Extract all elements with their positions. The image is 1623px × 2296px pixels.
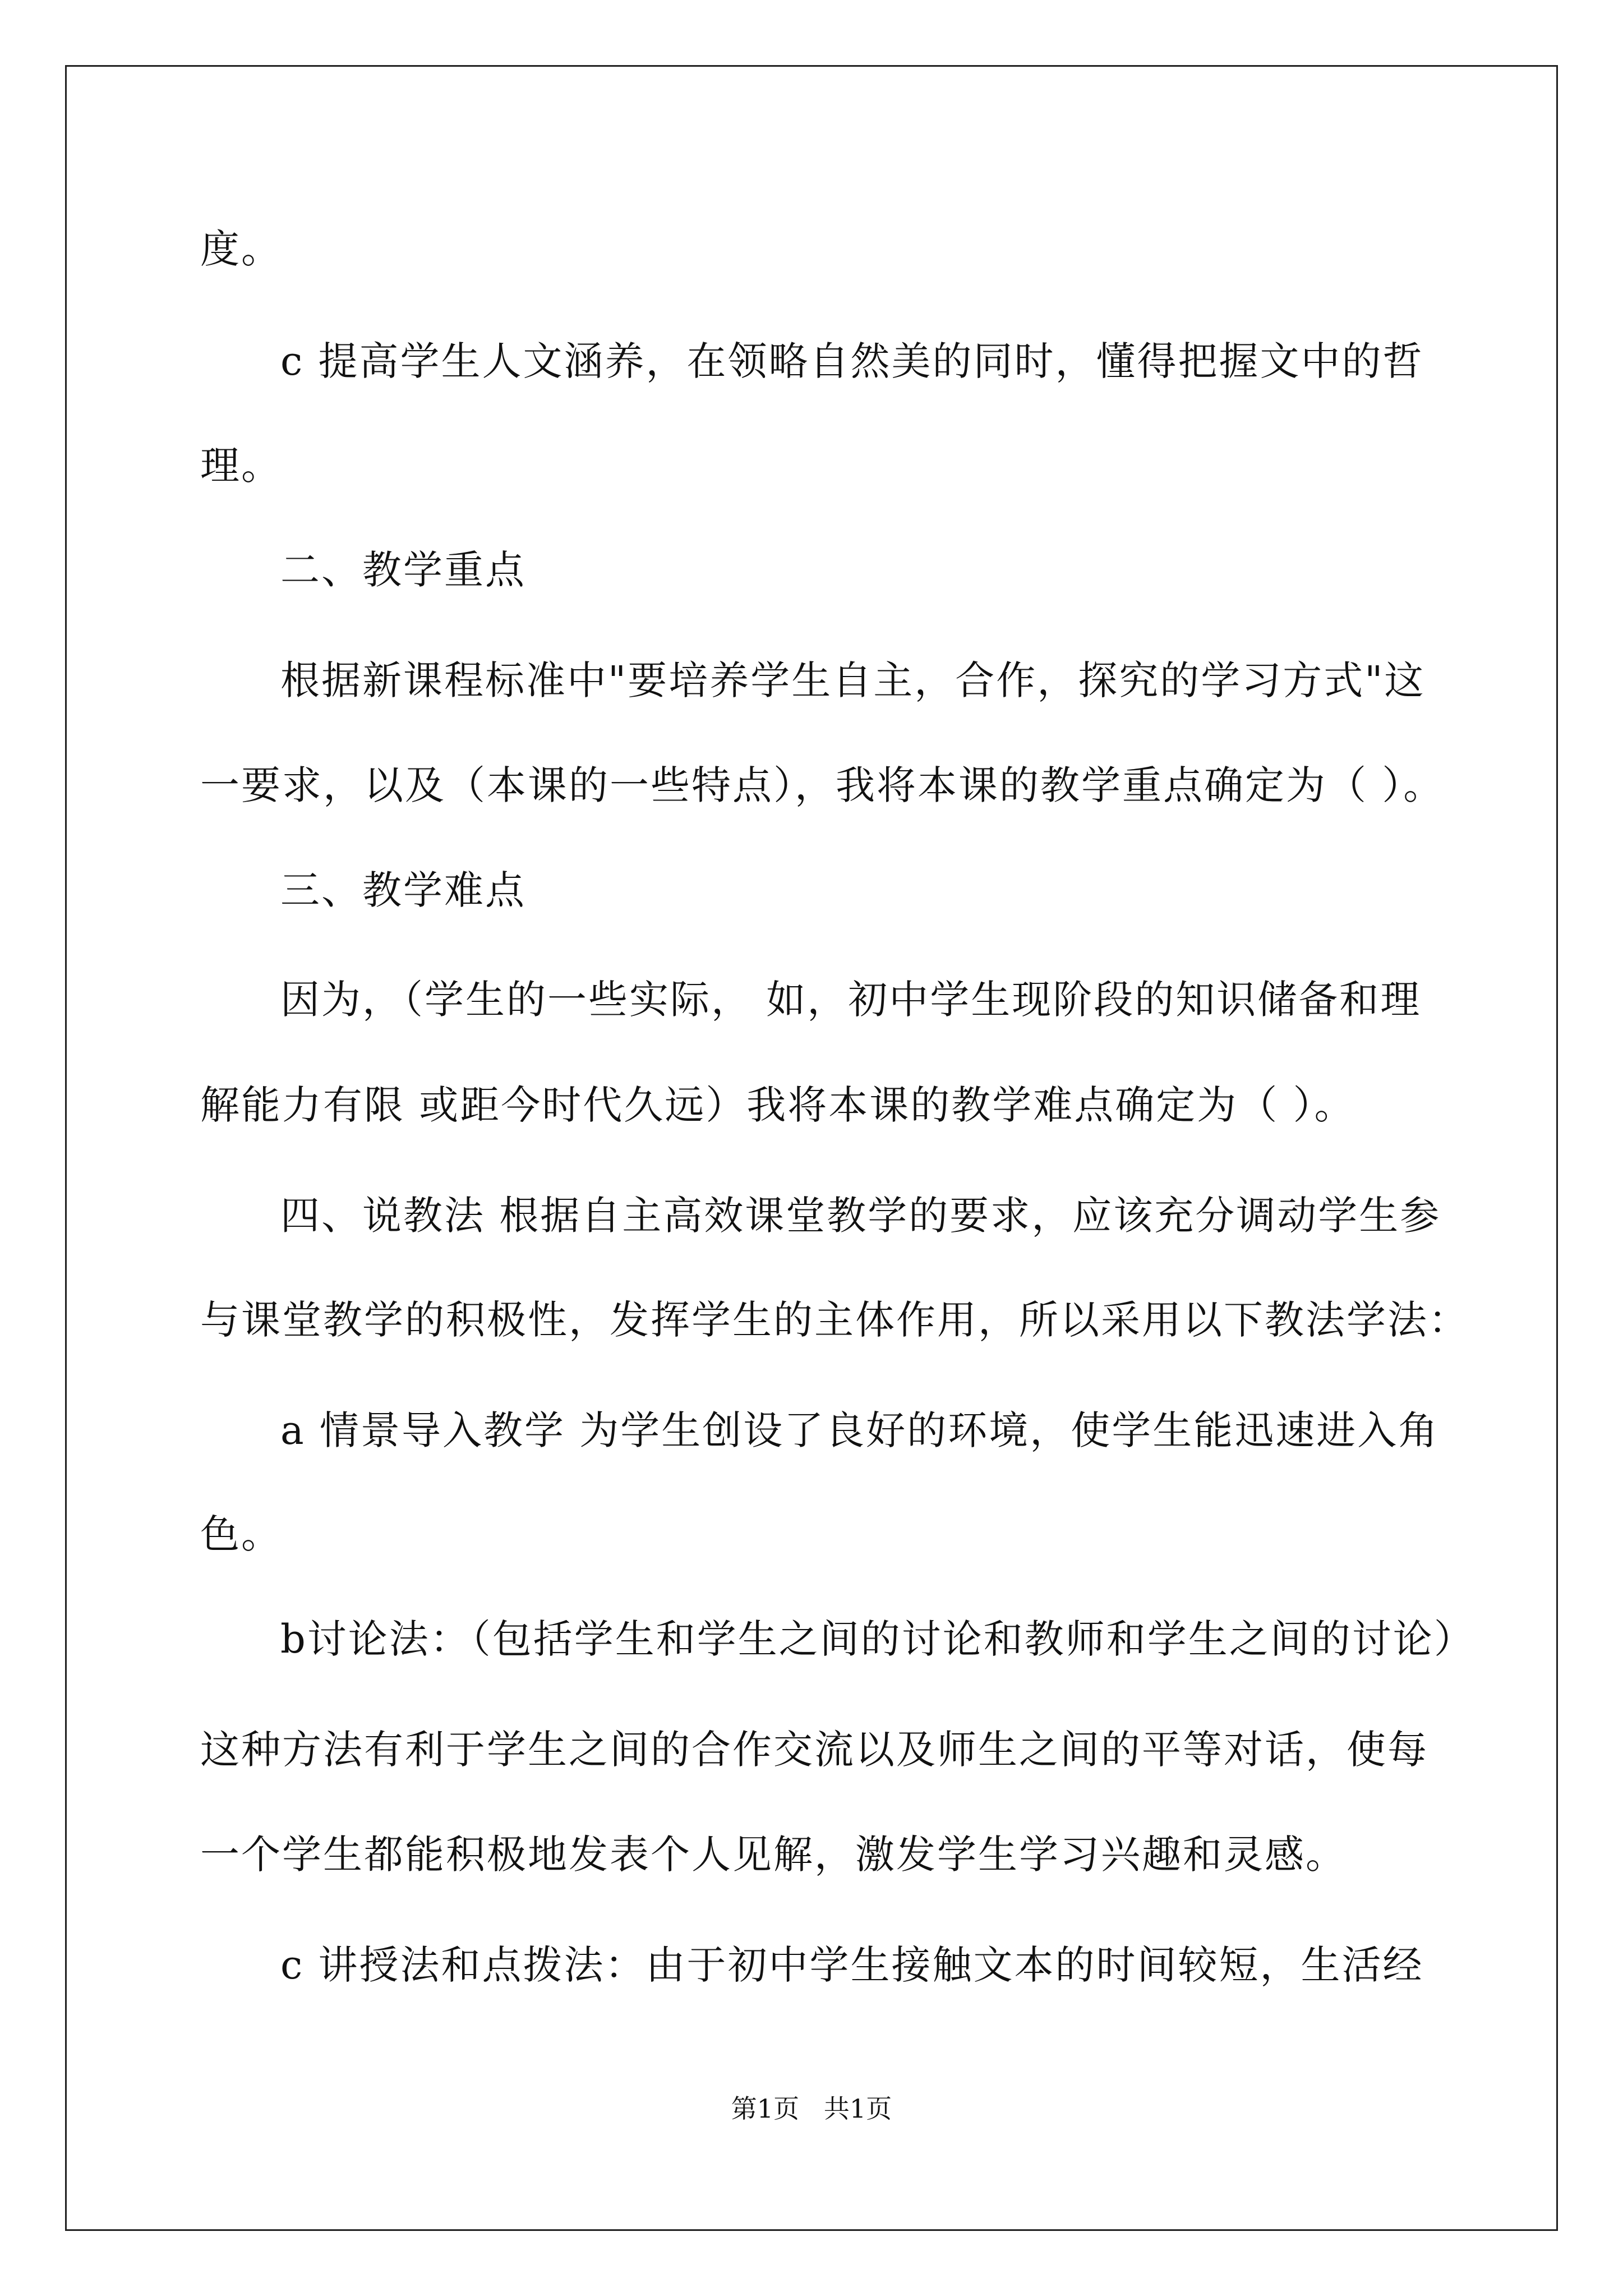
paragraph-line: 一个学生都能积极地发表个人见解，激发学生学习兴趣和灵感。 <box>200 1832 1347 1878</box>
paragraph-line: 度。 <box>200 226 282 272</box>
paragraph-line: 四、说教法 根据自主高效课堂教学的要求，应该充分调动学生参 <box>280 1193 1441 1239</box>
paragraph-line: 根据新课程标准中"要培养学生自主，合作，探究的学习方式"这 <box>280 657 1426 703</box>
paragraph-line: 这种方法有利于学生之间的合作交流以及师生之间的平等对话，使每 <box>200 1727 1428 1773</box>
paragraph-line: b讨论法：（包括学生和学生之间的讨论和教师和学生之间的讨论） <box>280 1616 1475 1662</box>
paragraph-line: 色。 <box>200 1511 282 1557</box>
paragraph-line: 理。 <box>200 443 282 489</box>
section-heading: 三、教学难点 <box>280 867 526 913</box>
paragraph-line: 一要求，以及（本课的一些特点），我将本课的教学重点确定为（ ）。 <box>200 762 1445 808</box>
page-footer: 第1页 共1页 <box>731 2093 892 2124</box>
paragraph-line: 因为，（学生的一些实际， 如，初中学生现阶段的知识储备和理 <box>280 977 1422 1023</box>
paragraph-line: c 讲授法和点拨法：由于初中学生接触文本的时间较短，生活经 <box>280 1942 1424 1988</box>
paragraph-line: 与课堂教学的积极性，发挥学生的主体作用，所以采用以下教法学法： <box>200 1297 1469 1343</box>
section-heading: 二、教学重点 <box>280 547 526 593</box>
paragraph-line: a 情景导入教学 为学生创设了良好的环境，使学生能迅速进入角 <box>280 1407 1440 1453</box>
paragraph-line: 解能力有限 或距今时代久远）我将本课的教学难点确定为（ ）。 <box>200 1082 1355 1128</box>
page-border <box>65 65 1558 2231</box>
paragraph-line: c 提高学生人文涵养，在领略自然美的同时，懂得把握文中的哲 <box>280 338 1424 384</box>
